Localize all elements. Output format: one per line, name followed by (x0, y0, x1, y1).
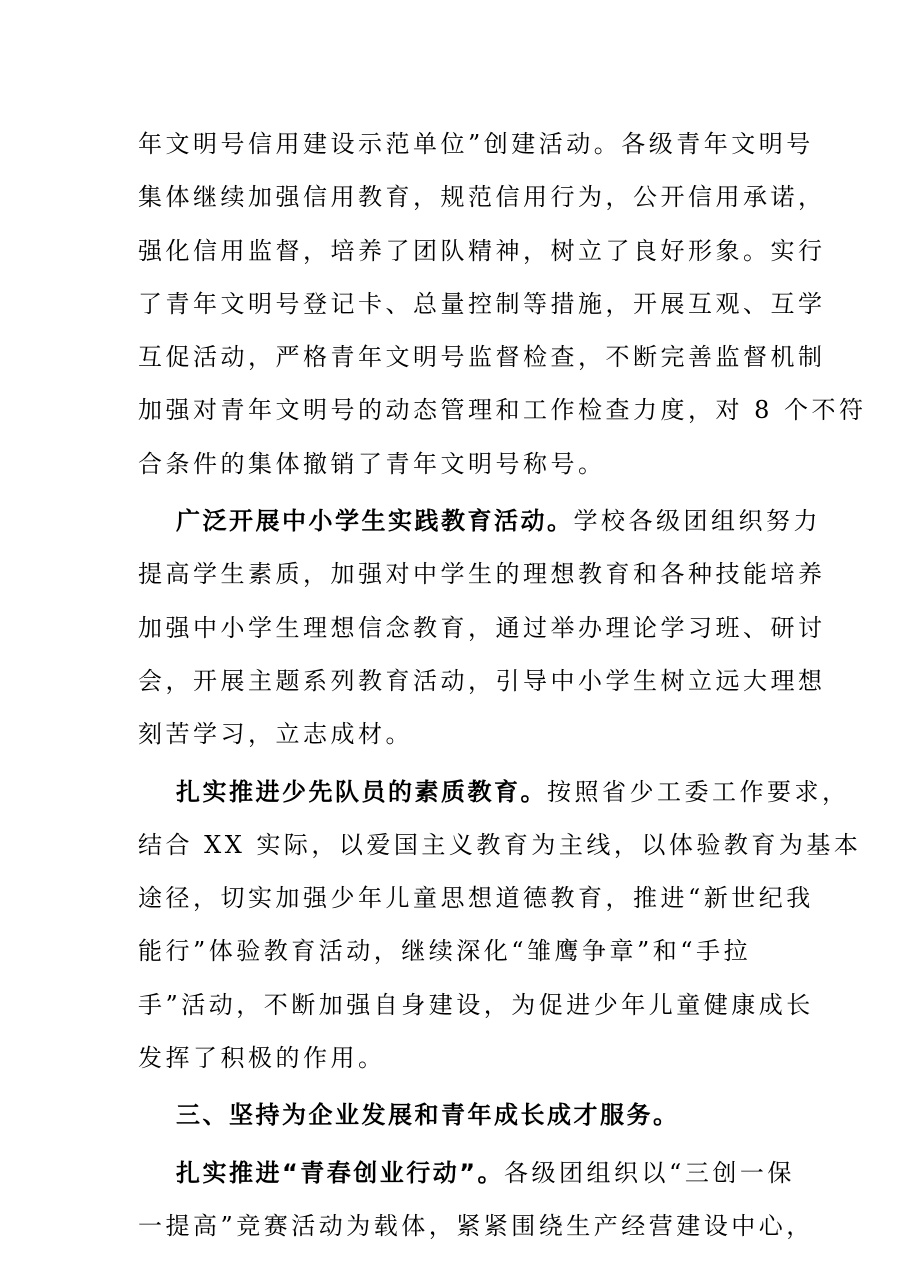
text-line (138, 1147, 795, 1200)
text-line: 集体继续加强信用教育，规范信用行为，公开信用承诺， (138, 183, 826, 212)
text-line: 合条件的集体撤销了青年文明号称号。 (138, 449, 606, 478)
document-body (138, 118, 867, 1253)
text-line: 结合 XX 实际，以爱国主义教育为主线，以体验教育为基本 (138, 830, 862, 859)
text-run: 学校各级团组织努力 (573, 507, 821, 536)
text-line: 提高学生素质，加强对中学生的理想教育和各种技能培养 (138, 560, 826, 589)
text-line: 手”活动，不断加强自身建设，为促进少年儿童健康成长 (138, 990, 814, 1019)
paragraph-heading: 扎实推进少先队员的素质教育。 (176, 777, 547, 806)
text-line: 途径，切实加强少年儿童思想道德教育，推进“新世纪我 (138, 884, 814, 913)
text-line: 能行”体验教育活动，继续深化“雏鹰争章”和“手拉 (138, 937, 752, 966)
text-run: 按照省少工委工作要求， (547, 777, 850, 806)
paragraph-credit-building (138, 118, 867, 491)
text-line: 加强中小学生理想信念教育，通过举办理论学习班、研讨 (138, 613, 826, 642)
text-line: 了青年文明号登记卡、总量控制等措施，开展互观、互学 (138, 289, 826, 318)
text-line: 强化信用监督，培养了团队精神，树立了良好形象。实行 (138, 236, 826, 265)
paragraph-young-pioneers (138, 766, 862, 1086)
text-line: 一提高”竞赛活动为载体，紧紧围绕生产经营建设中心， (138, 1211, 814, 1240)
paragraph-heading: 广泛开展中小学生实践教育活动。 (176, 507, 574, 536)
text-line: 发挥了积极的作用。 (138, 1044, 386, 1073)
text-line: 年文明号信用建设示范单位”创建活动。各级青年文明号 (138, 130, 814, 158)
paragraph-youth-entrepreneurship (138, 1147, 814, 1254)
text-line: 互促活动，严格青年文明号监督检查，不断完善监督机制 (138, 343, 826, 372)
section-heading: 三、坚持为企业发展和青年成长成才服务。 (176, 1101, 680, 1130)
text-line (138, 495, 821, 548)
paragraph-heading: 扎实推进“青春创业行动”。 (176, 1158, 505, 1187)
text-line: 加强对青年文明号的动态管理和工作检查力度，对 8 个不符 (138, 396, 867, 425)
text-run: 各级团组织以“三创一保 (504, 1158, 795, 1187)
text-line (138, 766, 850, 819)
text-line: 刻苦学习，立志成材。 (138, 720, 413, 749)
text-line: 会，开展主题系列教育活动，引导中小学生树立远大理想 (138, 666, 826, 695)
paragraph-student-practice (138, 495, 826, 761)
